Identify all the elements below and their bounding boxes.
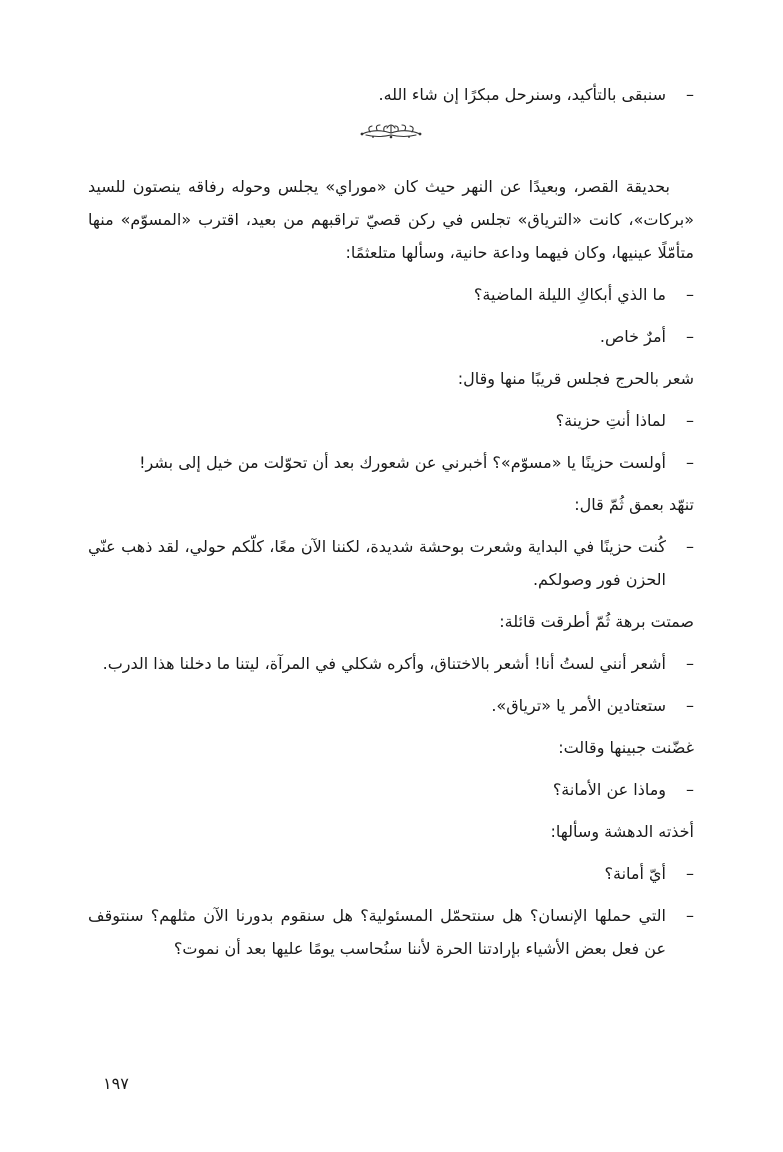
- dialogue-text: أيّ أمانة؟: [604, 864, 666, 883]
- dialogue-text: التي حملها الإنسان؟ هل سنتحمّل المسئولية؟ هل سنقوم بدورنا الآن مثلهم؟ سنتوقف عن فعل بعض الأشياء بإرادتنا الحرة لأننا سنُحاسب يومًا عليها بعد أن نموت؟: [88, 906, 666, 958]
- dialogue-text: وماذا عن الأمانة؟: [552, 780, 666, 799]
- narrative-paragraph: بحديقة القصر، وبعيدًا عن النهر حيث كان «موراي» يجلس وحوله رفاقه ينصتون للسيد «بركات»، كانت «الترياق» تجلس في ركن قصيّ تراقبهم من بعيد، اقترب «المسوّم» منها متأمّلًا عينيها، وكان فيهما وداعة حانية، وسألها متلعثمًا:: [88, 177, 694, 262]
- dialogue-line: [88, 773, 694, 806]
- dialogue-text: ستعتادين الأمر يا «ترياق».: [491, 696, 666, 715]
- dialogue-line: [88, 446, 694, 479]
- page-number: ١٩٧: [103, 1074, 129, 1093]
- dialogue-line: [88, 404, 694, 437]
- narrative-paragraph: أخذته الدهشة وسألها:: [550, 822, 694, 841]
- dialogue-text: أولست حزينًا يا «مسوّم»؟ أخبرني عن شعورك بعد أن تحوّلت من خيل إلى بشر!: [139, 453, 666, 472]
- dialogue-line: [88, 320, 694, 353]
- narrative-paragraph: تنهّد بعمق ثُمّ قال:: [574, 495, 694, 514]
- dialogue-text: ما الذي أبكاكِ الليلة الماضية؟: [473, 285, 666, 304]
- narrative-paragraph: صمتت برهة ثُمّ أطرقت قائلة:: [499, 612, 694, 631]
- narrative-paragraph: غضّنت جبينها وقالت:: [558, 738, 694, 757]
- dialogue-dash: –: [686, 285, 694, 304]
- dialogue-line: [88, 278, 694, 311]
- dialogue-line: [88, 530, 694, 596]
- dialogue-dash: –: [686, 654, 694, 673]
- dialogue-line: [88, 689, 694, 722]
- dialogue-dash: –: [686, 537, 694, 556]
- dialogue-text: سنبقى بالتأكيد، وسنرحل مبكرًا إن شاء الله.: [378, 85, 666, 104]
- book-page: [88, 78, 694, 974]
- dialogue-text: أمرٌ خاص.: [599, 327, 666, 346]
- floral-divider-ornament-icon: [356, 120, 426, 142]
- section-divider: [88, 120, 694, 146]
- dialogue-text: أشعر أنني لستُ أنا! أشعر بالاختناق، وأكره شكلي في المرآة، ليتنا ما دخلنا هذا الدرب.: [102, 654, 666, 673]
- dialogue-text: لماذا أنتِ حزينة؟: [555, 411, 666, 430]
- dialogue-dash: –: [686, 696, 694, 715]
- dialogue-line: [88, 78, 694, 111]
- dialogue-text: كُنت حزينًا في البداية وشعرت بوحشة شديدة، لكننا الآن معًا، كلّكم حولي، لقد ذهب عنّي الحزن فور وصولكم.: [88, 537, 666, 589]
- dialogue-line: [88, 899, 694, 965]
- dialogue-dash: –: [686, 780, 694, 799]
- narrative-paragraph: شعر بالحرج فجلس قريبًا منها وقال:: [457, 369, 694, 388]
- dialogue-dash: –: [686, 864, 694, 883]
- dialogue-line: [88, 647, 694, 680]
- dialogue-dash: –: [686, 85, 694, 104]
- dialogue-dash: –: [686, 411, 694, 430]
- dialogue-dash: –: [686, 327, 694, 346]
- dialogue-line: [88, 857, 694, 890]
- dialogue-dash: –: [686, 453, 694, 472]
- dialogue-dash: –: [686, 906, 694, 925]
